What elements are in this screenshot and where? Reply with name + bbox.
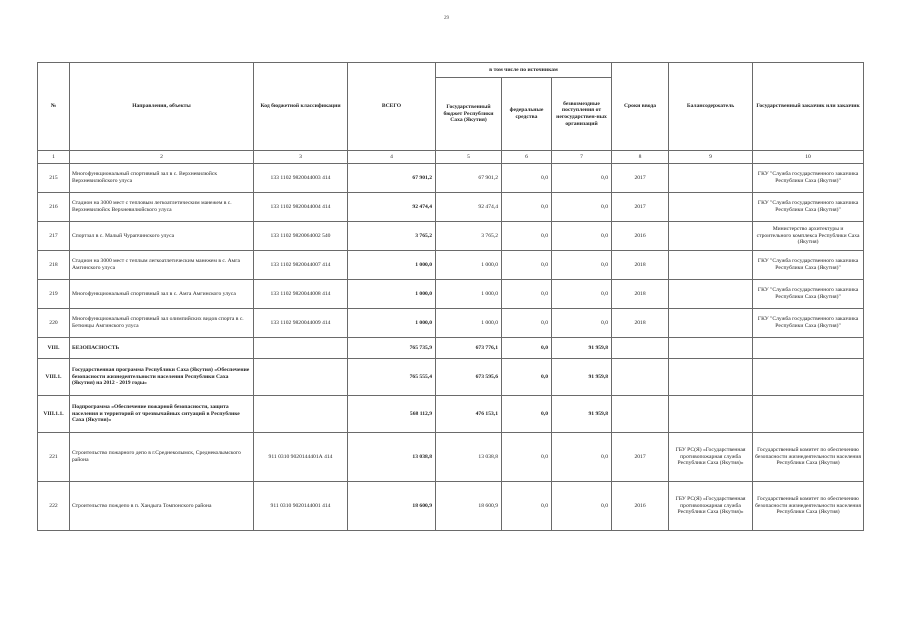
header-federal: федеральные средства (502, 78, 552, 151)
row-federal: 0,0 (502, 193, 552, 222)
row-customer: Министерство архитектуры и строительного комплекса Республики Саха (Якутия) (753, 222, 864, 251)
row-customer: Государственный комитет по обеспечению безопасности жизнедеятельности населения Республики Саха (Якутия) (753, 433, 864, 482)
row-term: 2018 (612, 251, 669, 280)
row-total: 1 000,0 (348, 309, 436, 338)
row-free: 0,0 (552, 193, 612, 222)
row-total: 92 474,4 (348, 193, 436, 222)
column-number: 2 (70, 151, 254, 164)
row-total: 1 000,0 (348, 251, 436, 280)
row-total: 3 765,2 (348, 222, 436, 251)
row-customer: Государственный комитет по обеспечению безопасности жизнедеятельности населения Республики Саха (Якутия) (753, 482, 864, 531)
row-name: Спортзал в с. Малый Чурапчинского улуса (70, 222, 254, 251)
row-code: 133 1102 9820044009 414 (254, 309, 348, 338)
column-number: 4 (348, 151, 436, 164)
program-state: 673 595,6 (436, 359, 502, 396)
subprogram-free: 91 959,8 (552, 396, 612, 433)
subprogram-holder (669, 396, 753, 433)
row-code: 133 1102 9820064002 540 (254, 222, 348, 251)
row-customer: ГКУ "Служба государственного заказчика Республики Саха (Якутия)" (753, 280, 864, 309)
row-term: 2016 (612, 482, 669, 531)
row-holder: ГБУ РС(Я) «Государственная противопожарная служба Республики Саха (Якутия)» (669, 433, 753, 482)
row-term: 2017 (612, 193, 669, 222)
row-name: Строительство пождепо в п. Хандыга Томпонского района (70, 482, 254, 531)
row-term: 2018 (612, 280, 669, 309)
column-numbers-row (38, 151, 864, 164)
row-state: 18 600,9 (436, 482, 502, 531)
row-free: 0,0 (552, 222, 612, 251)
row-state: 1 000,0 (436, 251, 502, 280)
table-row (38, 433, 864, 482)
section-name: БЕЗОПАСНОСТЬ (70, 338, 254, 359)
row-total: 18 600,9 (348, 482, 436, 531)
row-federal: 0,0 (502, 222, 552, 251)
subprogram-federal: 0,0 (502, 396, 552, 433)
row-num: 221 (38, 433, 70, 482)
table-row (38, 164, 864, 193)
column-number: 1 (38, 151, 70, 164)
row-holder (669, 193, 753, 222)
column-number: 9 (669, 151, 753, 164)
row-free: 0,0 (552, 482, 612, 531)
row-federal: 0,0 (502, 251, 552, 280)
section-customer (753, 338, 864, 359)
header-num: № (38, 63, 70, 151)
row-num: 218 (38, 251, 70, 280)
section-federal: 0,0 (502, 338, 552, 359)
row-holder (669, 280, 753, 309)
subprogram-code (254, 396, 348, 433)
program-federal: 0,0 (502, 359, 552, 396)
row-name: Многофункциональный спортивный зал в с. Амга Амгинского улуса (70, 280, 254, 309)
row-federal: 0,0 (502, 309, 552, 338)
row-name: Многофункциональный спортивный зал олимпийских видов спорта в с. Бетюнцы Амгинского улуса (70, 309, 254, 338)
table-row (38, 309, 864, 338)
row-state: 1 000,0 (436, 280, 502, 309)
header-sources: в том числе по источникам (436, 63, 612, 78)
row-federal: 0,0 (502, 280, 552, 309)
row-free: 0,0 (552, 309, 612, 338)
row-free: 0,0 (552, 433, 612, 482)
section-num: VIII. (38, 338, 70, 359)
section-state: 673 776,1 (436, 338, 502, 359)
row-term: 2017 (612, 433, 669, 482)
table-row (38, 280, 864, 309)
row-free: 0,0 (552, 251, 612, 280)
row-holder (669, 222, 753, 251)
program-free: 91 959,8 (552, 359, 612, 396)
row-state: 3 765,2 (436, 222, 502, 251)
row-num: 222 (38, 482, 70, 531)
row-state: 67 901,2 (436, 164, 502, 193)
header-row-1 (38, 63, 864, 78)
row-num: 219 (38, 280, 70, 309)
row-federal: 0,0 (502, 482, 552, 531)
row-holder: ГБУ РС(Я) «Государственная противопожарная служба Республики Саха (Якутия)» (669, 482, 753, 531)
row-federal: 0,0 (502, 164, 552, 193)
header-holder: Балансодержатель (669, 63, 753, 151)
program-holder (669, 359, 753, 396)
row-code: 133 1102 9820044003 414 (254, 164, 348, 193)
subprogram-term (612, 396, 669, 433)
row-state: 92 474,4 (436, 193, 502, 222)
row-code: 911 0310 9020144001 414 (254, 482, 348, 531)
column-number: 7 (552, 151, 612, 164)
row-code: 133 1102 9820044007 414 (254, 251, 348, 280)
row-customer: ГКУ "Служба государственного заказчика Республики Саха (Якутия)" (753, 193, 864, 222)
program-term (612, 359, 669, 396)
program-row (38, 359, 864, 396)
row-name: Стадион на 3000 мест с тепловым легкоатлетическим манежем в с. Верхневилюйск Верхневилюйского улуса (70, 193, 254, 222)
subprogram-name: Подпрограмма «Обеспечение пожарной безопасности, защита населения и территорий от чрезвычайных ситуаций в Республике Саха (Якутия)» (70, 396, 254, 433)
row-holder (669, 164, 753, 193)
row-code: 911 0310 9020144401А 414 (254, 433, 348, 482)
header-state: Государственный бюджет Республики Саха (Якутия) (436, 78, 502, 151)
section-total: 765 735,9 (348, 338, 436, 359)
program-total: 765 555,4 (348, 359, 436, 396)
row-holder (669, 251, 753, 280)
row-name: Строительство пожарного депо в г.Среднеколымск, Среднеколымского района (70, 433, 254, 482)
program-num: VIII.1. (38, 359, 70, 396)
row-free: 0,0 (552, 280, 612, 309)
row-term: 2018 (612, 309, 669, 338)
header-total: ВСЕГО (348, 63, 436, 151)
program-name: Государственная программа Республики Саха (Якутия) «Обеспечение безопасности жизнедеятельности населения Республики Саха (Якутия) на 2012 - 2019 годы» (70, 359, 254, 396)
row-term: 2017 (612, 164, 669, 193)
row-total: 1 000,0 (348, 280, 436, 309)
page-number: 29 (444, 16, 449, 21)
column-number: 8 (612, 151, 669, 164)
header-term: Сроки ввода (612, 63, 669, 151)
subprogram-row (38, 396, 864, 433)
section-holder (669, 338, 753, 359)
column-number: 5 (436, 151, 502, 164)
program-customer (753, 359, 864, 396)
program-code (254, 359, 348, 396)
row-total: 13 038,8 (348, 433, 436, 482)
row-customer: ГКУ "Служба государственного заказчика Республики Саха (Якутия)" (753, 251, 864, 280)
subprogram-state: 476 153,1 (436, 396, 502, 433)
column-number: 6 (502, 151, 552, 164)
table-row (38, 251, 864, 280)
row-state: 13 038,8 (436, 433, 502, 482)
row-customer: ГКУ "Служба государственного заказчика Республики Саха (Якутия)" (753, 309, 864, 338)
row-code: 133 1102 9820044004 414 (254, 193, 348, 222)
header-free: безвозмездные поступления от негосударствен-ных организаций (552, 78, 612, 151)
column-number: 10 (753, 151, 864, 164)
row-code: 133 1102 9820044008 414 (254, 280, 348, 309)
row-num: 220 (38, 309, 70, 338)
section-row (38, 338, 864, 359)
row-holder (669, 309, 753, 338)
header-code: Код бюджетной классификации (254, 63, 348, 151)
row-free: 0,0 (552, 164, 612, 193)
table-row (38, 193, 864, 222)
row-num: 216 (38, 193, 70, 222)
subprogram-total: 568 112,9 (348, 396, 436, 433)
row-customer: ГКУ "Служба государственного заказчика Республики Саха (Якутия)" (753, 164, 864, 193)
section-code (254, 338, 348, 359)
row-num: 215 (38, 164, 70, 193)
row-name: Многофункциональный спортивный зал в с. Верхневилюйск Верхневилюйского улуса (70, 164, 254, 193)
row-state: 1 000,0 (436, 309, 502, 338)
header-customer: Государственный заказчик или заказчик (753, 63, 864, 151)
section-term (612, 338, 669, 359)
budget-table (37, 62, 864, 531)
subprogram-customer (753, 396, 864, 433)
row-federal: 0,0 (502, 433, 552, 482)
header-name: Направления, объекты (70, 63, 254, 151)
table-row (38, 222, 864, 251)
section-free: 91 959,8 (552, 338, 612, 359)
row-name: Стадион на 3000 мест с теплым легкоатлетическим манежем в с. Амга Амгинского улуса (70, 251, 254, 280)
row-num: 217 (38, 222, 70, 251)
column-number: 3 (254, 151, 348, 164)
row-total: 67 901,2 (348, 164, 436, 193)
row-term: 2016 (612, 222, 669, 251)
table-row (38, 482, 864, 531)
subprogram-num: VIII.1.1. (38, 396, 70, 433)
